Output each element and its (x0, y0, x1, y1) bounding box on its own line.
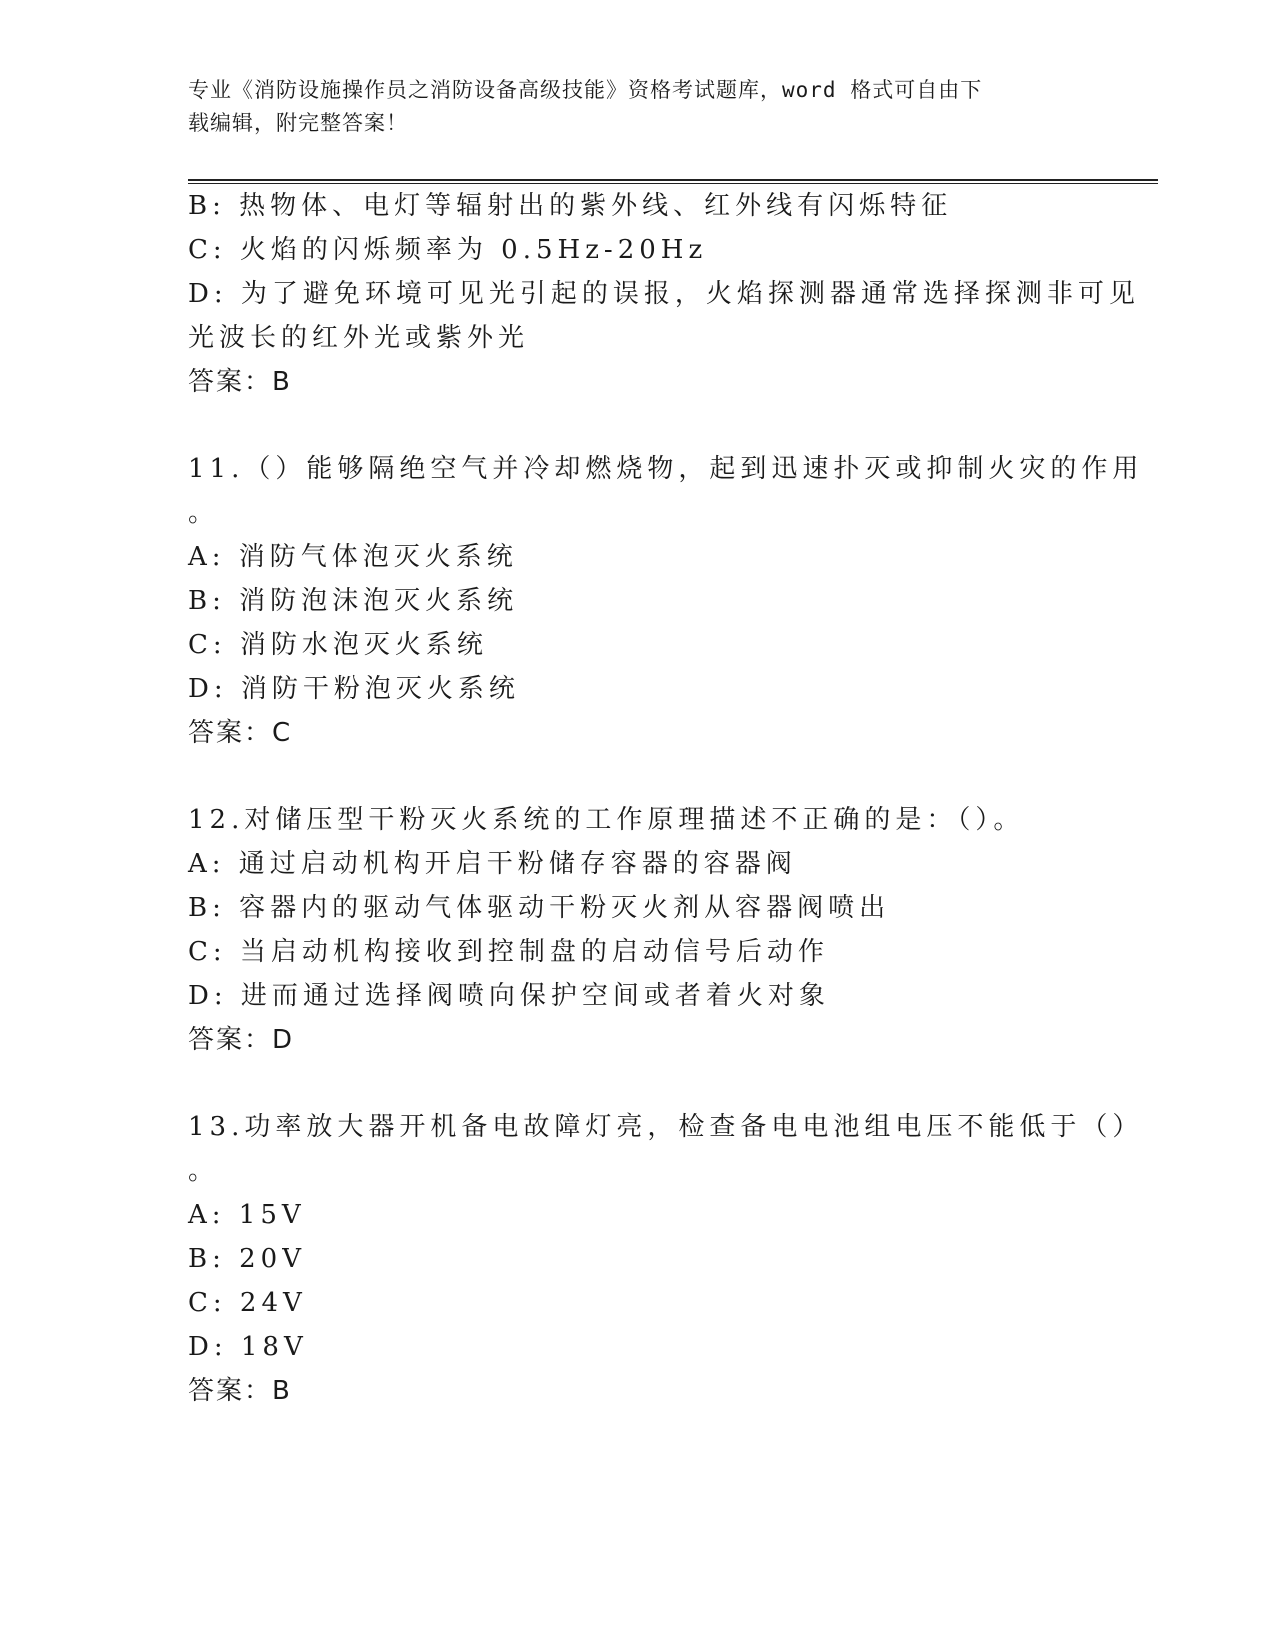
q10-answer: 答案：B (188, 367, 292, 397)
q13-option-a: A: 15V (188, 1200, 306, 1230)
q10-option-d-line-2: 光波长的红外光或紫外光 (188, 323, 530, 353)
q11-stem-line-1: 11.（）能够隔绝空气并冷却燃烧物，起到迅速扑灭或抑制火灾的作用 (188, 454, 1144, 484)
q11-option-c: C: 消防水泡灭火系统 (188, 630, 488, 660)
q11-option-d: D: 消防干粉泡灭火系统 (188, 674, 520, 704)
q13-stem-line-2: 。 (188, 1156, 220, 1186)
q13-option-c: C: 24V (188, 1288, 307, 1318)
q10-option-b: B: 热物体、电灯等辐射出的紫外线、红外线有闪烁特征 (188, 191, 953, 221)
q11-answer: 答案：C (188, 718, 293, 748)
q11-option-a: A: 消防气体泡灭火系统 (188, 542, 518, 572)
header-line-1: 专业《消防设施操作员之消防设备高级技能》资格考试题库，word 格式可自由下 (188, 78, 983, 102)
document-header (188, 74, 1088, 140)
header-divider-thin (188, 183, 1158, 184)
q13-option-d: D: 18V (188, 1332, 308, 1362)
q12-option-b: B: 容器内的驱动气体驱动干粉灭火剂从容器阀喷出 (188, 893, 891, 923)
q12-answer: 答案：D (188, 1025, 295, 1055)
q12-option-c: C: 当启动机构接收到控制盘的启动信号后动作 (188, 937, 829, 967)
q12-option-d: D: 进而通过选择阀喷向保护空间或者着火对象 (188, 981, 830, 1011)
q10-option-d-line-1: D: 为了避免环境可见光引起的误报，火焰探测器通常选择探测非可见 (188, 279, 1140, 309)
q11-stem-line-2: 。 (188, 498, 220, 528)
q11-option-b: B: 消防泡沫泡灭火系统 (188, 586, 519, 616)
q12-option-a: A: 通过启动机构开启干粉储存容器的容器阀 (188, 849, 797, 879)
q10-option-c: C: 火焰的闪烁频率为 0.5Hz-20Hz (188, 235, 708, 265)
q13-answer: 答案：B (188, 1376, 292, 1406)
header-line-2: 载编辑，附完整答案！ (188, 111, 408, 135)
q12-stem: 12.对储压型干粉灭火系统的工作原理描述不正确的是：（）。 (188, 805, 1025, 835)
header-divider-thick (188, 179, 1158, 181)
q13-stem-line-1: 13.功率放大器开机备电故障灯亮，检查备电电池组电压不能低于（） (188, 1112, 1144, 1142)
q13-option-b: B: 20V (188, 1244, 306, 1274)
